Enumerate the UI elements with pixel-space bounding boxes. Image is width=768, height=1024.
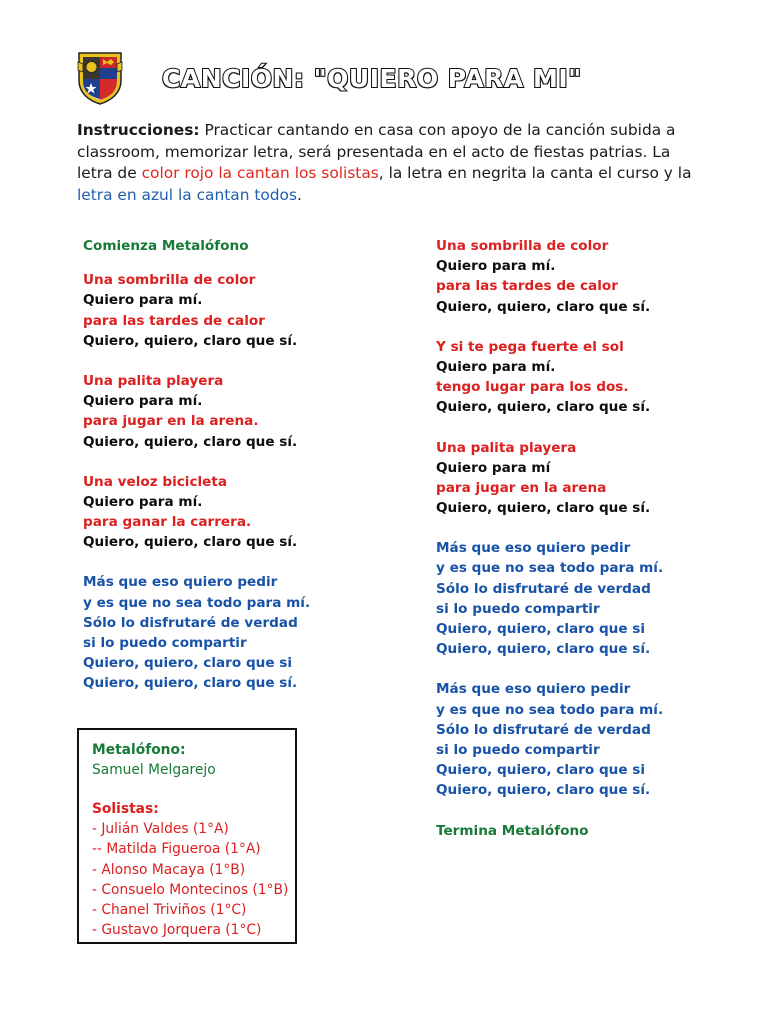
soloists-label: Solistas: xyxy=(92,801,159,818)
chorus-line: y es que no sea todo para mí. xyxy=(83,594,311,611)
chorus-line: Sólo lo disfrutaré de verdad xyxy=(83,614,298,631)
chorus-line: Quiero, quiero, claro que sí. xyxy=(83,675,298,692)
lyric-line: Una veloz bicicleta xyxy=(83,473,228,490)
start-metalofono-cue: Comienza Metalófono xyxy=(83,238,249,254)
chorus-line: Más que eso quiero pedir xyxy=(436,681,631,698)
lyric-line: Quiero para mí. xyxy=(83,493,203,510)
chorus-line: Quiero, quiero, claro que si xyxy=(436,621,646,637)
lyric-line: Y si te pega fuerte el sol xyxy=(436,338,624,355)
chorus-line: y es que no sea todo para mí. xyxy=(436,560,664,577)
instructions-text-3: . xyxy=(297,185,302,204)
lyric-line: Quiero para mí. xyxy=(83,292,203,309)
lyric-line: Una sombrilla de color xyxy=(83,272,256,289)
lyric-line: Quiero para mí. xyxy=(83,393,203,410)
instructions-text-2: , la letra en negrita la canta el curso y la xyxy=(378,164,692,182)
chorus-line: Sólo lo disfrutaré de verdad xyxy=(436,580,651,597)
soloist-item: - Gustavo Jorquera (1°C) xyxy=(92,922,262,939)
soloist-item: - Chanel Triviños (1°C) xyxy=(92,901,247,918)
lyric-line: Quiero, quiero, claro que sí. xyxy=(436,500,651,517)
instructions-red-text: color rojo la cantan los solistas xyxy=(141,164,379,182)
school-crest-icon xyxy=(76,50,124,106)
chorus-line: si lo puedo compartir xyxy=(436,741,600,758)
lyric-line: para ganar la carrera. xyxy=(83,514,252,531)
soloist-item: -- Matilda Figueroa (1°A) xyxy=(92,841,261,858)
lyric-line: Una palita playera xyxy=(83,372,224,389)
lyric-line: Una sombrilla de color xyxy=(436,238,609,254)
chorus-line: Sólo lo disfrutaré de verdad xyxy=(436,721,651,738)
metalofono-player: Samuel Melgarejo xyxy=(92,762,216,778)
lyric-line: para las tardes de calor xyxy=(83,312,265,329)
lyrics-right-column xyxy=(436,236,736,841)
soloist-item: - Julián Valdes (1°A) xyxy=(92,821,229,838)
lyric-line: para las tardes de calor xyxy=(436,278,618,295)
chorus-line: Quiero, quiero, claro que sí. xyxy=(436,641,651,658)
lyric-line: para jugar en la arena xyxy=(436,479,607,496)
instructions-label: Instrucciones: xyxy=(77,121,200,139)
chorus-line: si lo puedo compartir xyxy=(83,635,247,651)
lyric-line: Quiero para mí. xyxy=(436,258,556,275)
lyric-line: Una palita playera xyxy=(436,439,577,456)
lyric-line: Quiero, quiero, claro que sí. xyxy=(436,399,651,416)
lyric-line: Quiero para mí xyxy=(436,459,551,476)
instructions-blue-text: letra en azul la cantan todos xyxy=(77,185,297,204)
instructions-paragraph xyxy=(77,120,697,206)
metalofono-label: Metalófono: xyxy=(92,742,186,758)
chorus-line: Más que eso quiero pedir xyxy=(436,540,631,557)
chorus-line: Quiero, quiero, claro que sí. xyxy=(436,782,651,799)
soloist-item: - Alonso Macaya (1°B) xyxy=(92,861,246,878)
lyric-line: Quiero para mí. xyxy=(436,358,556,375)
instructions-text-1: Practicar cantando en casa con apoyo de la canción subida a classroom, memorizar letra, será presentada en el acto de fiestas patrias. La letra de xyxy=(77,121,676,182)
lyric-line: Quiero, quiero, claro que sí. xyxy=(83,332,298,349)
lyric-line: tengo lugar para los dos. xyxy=(436,379,629,396)
end-metalofono-cue: Termina Metalófono xyxy=(436,822,589,839)
chorus-line: Quiero, quiero, claro que si xyxy=(436,762,646,779)
chorus-line: y es que no sea todo para mí. xyxy=(436,701,664,718)
chorus-line: si lo puedo compartir xyxy=(436,600,600,617)
lyrics-left-column xyxy=(83,236,403,694)
chorus-line: Más que eso quiero pedir xyxy=(83,574,278,591)
lyric-line: para jugar en la arena. xyxy=(83,413,259,430)
soloist-item: - Consuelo Montecinos (1°B) xyxy=(92,881,289,898)
lyric-line: Quiero, quiero, claro que sí. xyxy=(83,433,298,450)
performers-box xyxy=(77,728,297,944)
chorus-line: Quiero, quiero, claro que si xyxy=(83,655,293,672)
lyric-line: Quiero, quiero, claro que sí. xyxy=(436,298,651,315)
lyric-line: Quiero, quiero, claro que sí. xyxy=(83,534,298,551)
page-title: CANCIÓN: "QUIERO PARA MI" xyxy=(162,64,582,93)
